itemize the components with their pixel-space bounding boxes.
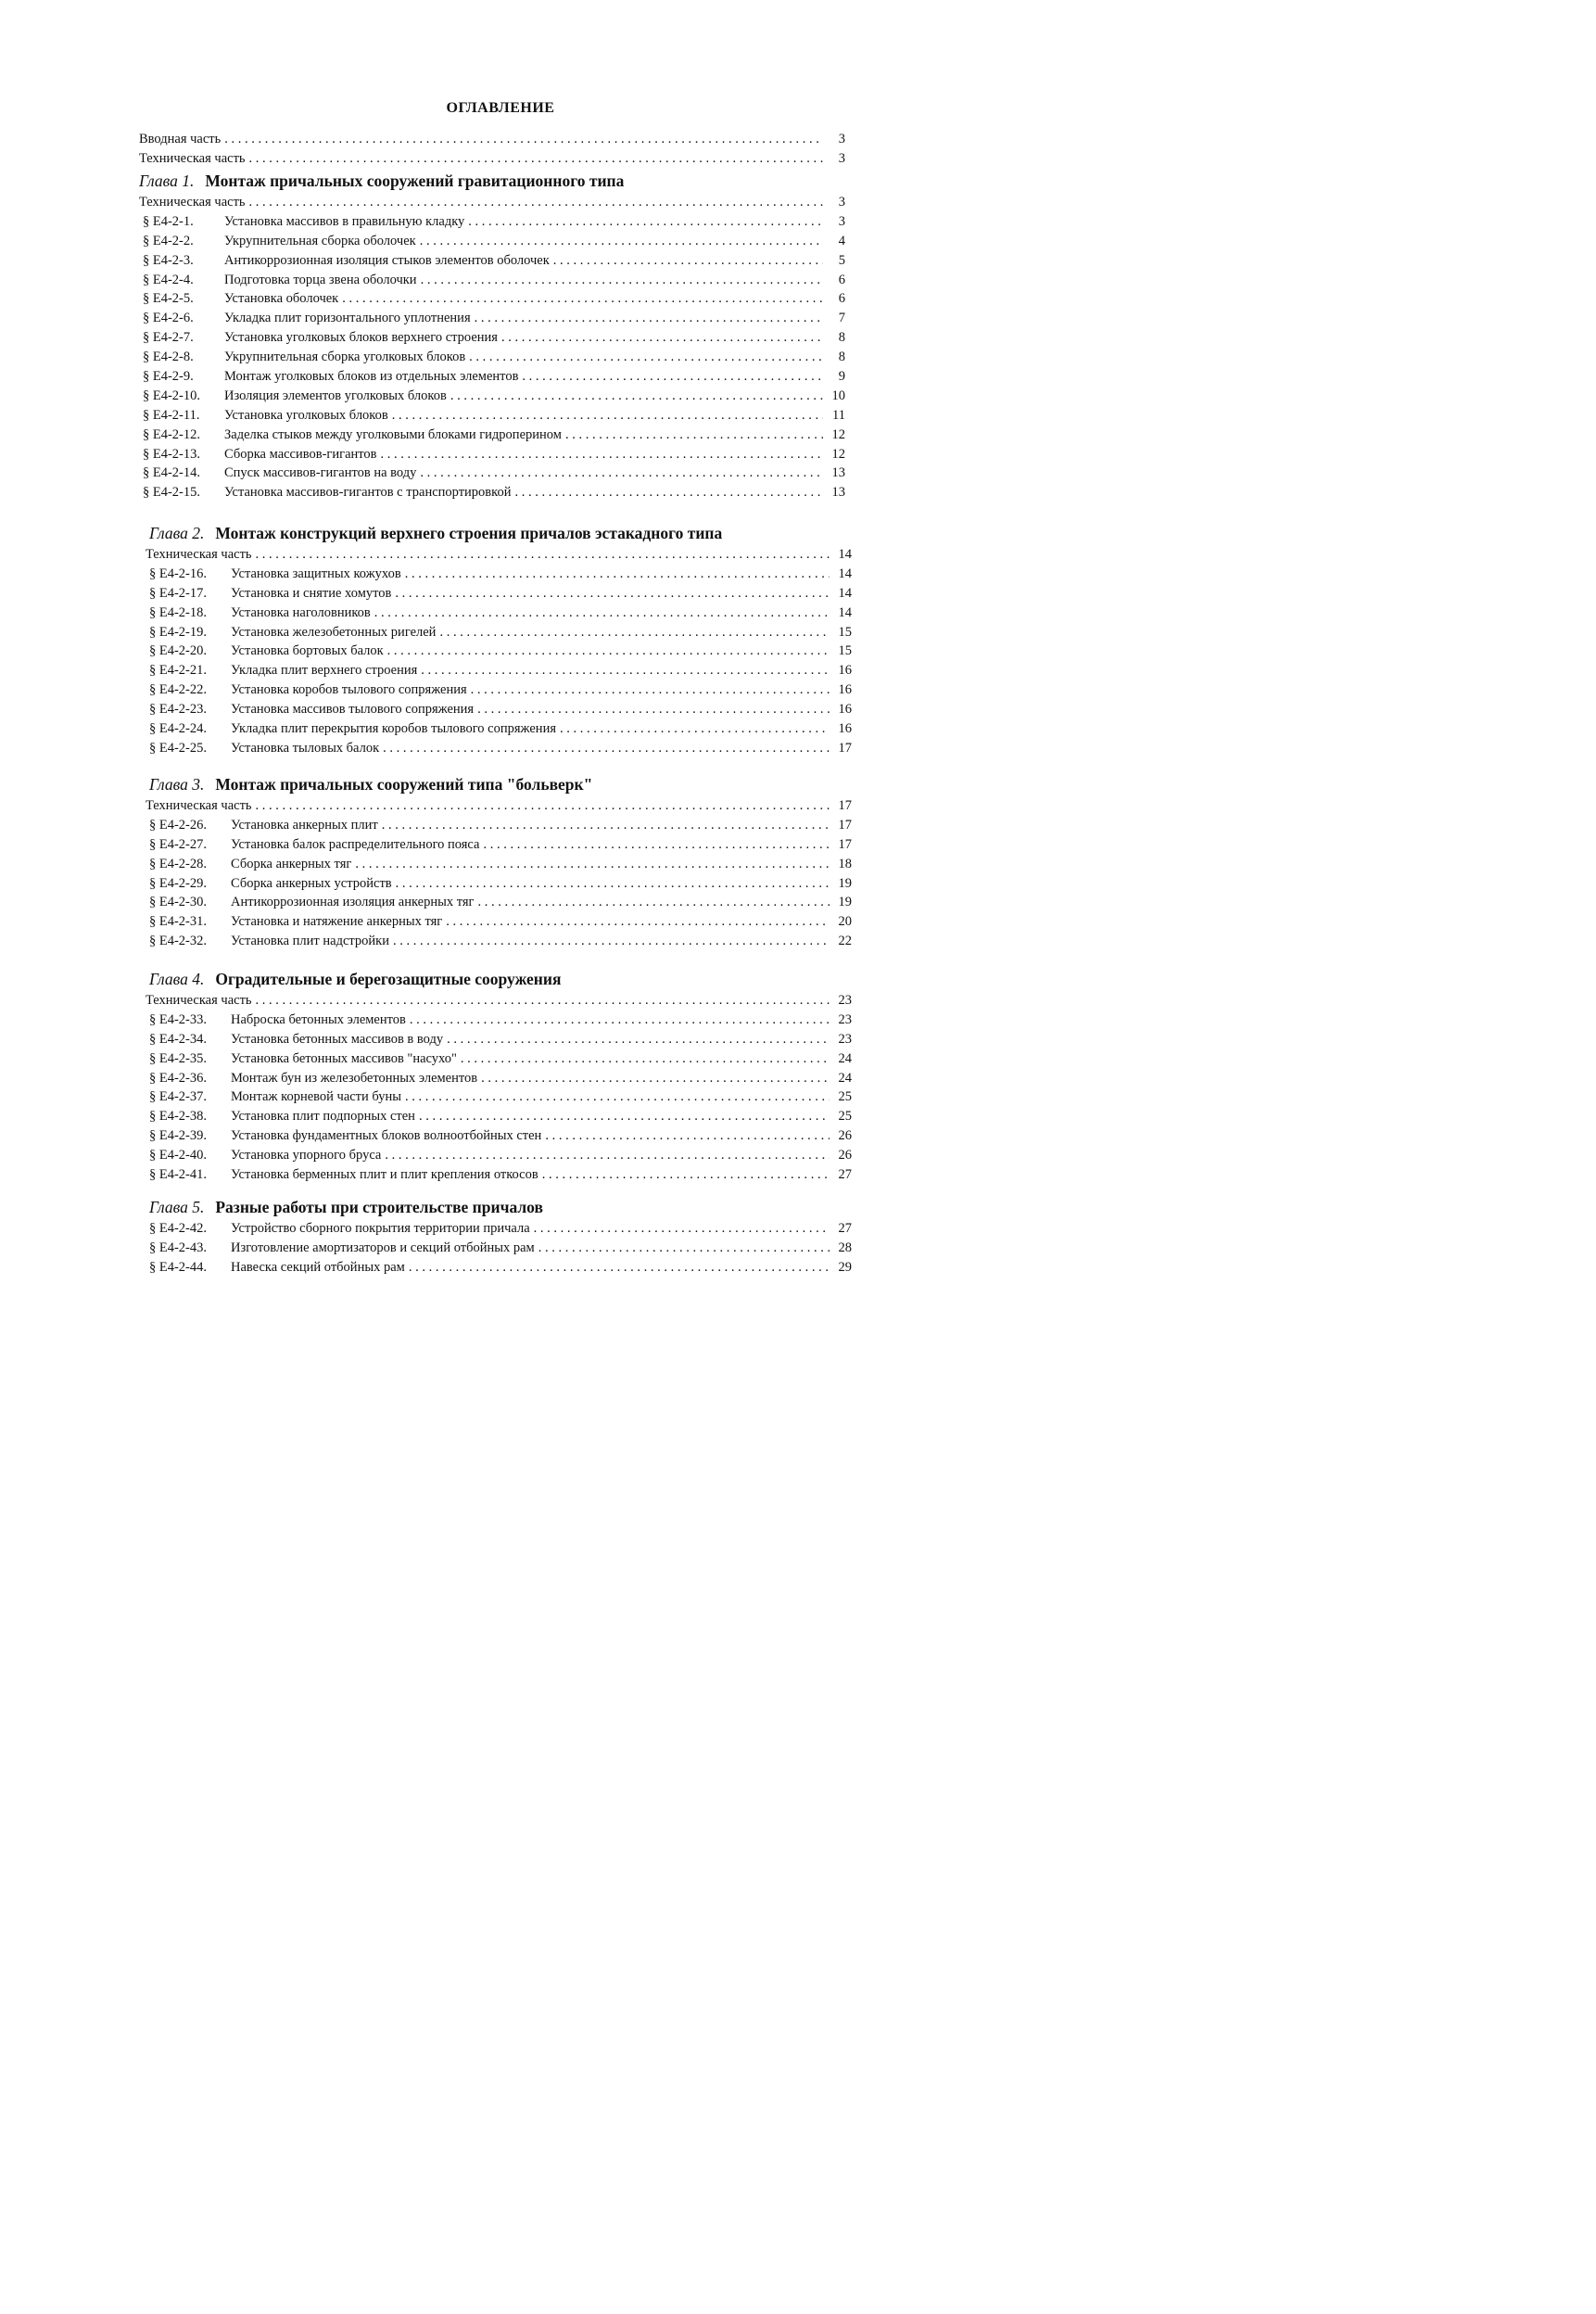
toc-entry-tech-part — [139, 193, 845, 212]
entry-text: Сборка анкерных устройств — [231, 875, 392, 891]
leader-dots — [382, 816, 830, 835]
page-number: 5 — [838, 252, 845, 268]
toc-entry — [146, 1258, 852, 1278]
leader-dots — [471, 680, 830, 700]
chapter-title: Монтаж причальных сооружений типа "больверк" — [215, 775, 593, 794]
leader-dots — [405, 1087, 830, 1107]
leader-dots — [409, 1258, 830, 1278]
toc-entry — [139, 328, 845, 348]
toc-entry — [146, 565, 852, 584]
section-number: § Е4-2-25. — [149, 740, 208, 756]
section-number: § Е4-2-17. — [149, 585, 208, 601]
entry-text: Установка массивов-гигантов с транспортировкой — [224, 485, 512, 501]
leader-dots — [478, 893, 830, 912]
page-number: 10 — [831, 388, 845, 403]
leader-dots — [481, 1069, 830, 1088]
entry-text: Укладка плит горизонтального уплотнения — [224, 311, 471, 326]
toc-entry — [139, 251, 845, 271]
section-number: § Е4-2-20. — [149, 643, 208, 659]
page-number: 28 — [838, 1240, 852, 1255]
entry-text: Антикоррозионная изоляция стыков элементов оболочек — [224, 252, 550, 268]
entry-text: Укладка плит перекрытия коробов тылового сопряжения — [231, 721, 556, 737]
section-number: § Е4-2-10. — [143, 388, 201, 403]
leader-dots — [542, 1165, 830, 1185]
leader-dots — [249, 193, 823, 212]
toc-entry — [146, 642, 852, 661]
entry-text: Установка фундаментных блоков волноотбойных стен — [231, 1128, 542, 1144]
leader-dots — [374, 604, 830, 623]
section-number: § Е4-2-2. — [143, 233, 194, 248]
intro-block — [139, 130, 845, 169]
entry-text: Установка плит надстройки — [231, 934, 389, 949]
toc-entry — [139, 406, 845, 426]
entry-text: Техническая часть — [146, 547, 252, 562]
section-number: § Е4-2-39. — [149, 1128, 208, 1144]
entry-text: Установка плит подпорных стен — [231, 1109, 415, 1125]
page-number: 23 — [838, 1031, 852, 1047]
leader-dots — [256, 545, 830, 565]
leader-dots — [439, 623, 830, 642]
entry-text: Установка массивов тылового сопряжения — [231, 702, 475, 718]
entry-text: Укрупнительная сборка оболочек — [224, 233, 416, 248]
page-number: 25 — [838, 1089, 852, 1105]
section-number: § Е4-2-21. — [149, 663, 208, 679]
entry-text: Навеска секций отбойных рам — [231, 1259, 405, 1275]
leader-dots — [553, 251, 823, 271]
toc-entry — [146, 1219, 852, 1239]
entry-text: Сборка массивов-гигантов — [224, 446, 377, 462]
entry-text: Установка балок распределительного пояса — [231, 836, 480, 852]
leader-dots — [381, 445, 823, 464]
page-number: 19 — [838, 875, 852, 891]
entry-text: Установка анкерных плит — [231, 817, 378, 833]
toc-entry — [146, 835, 852, 855]
toc-entry — [146, 1087, 852, 1107]
section-number: § Е4-2-14. — [143, 465, 201, 481]
page-number: 24 — [838, 1050, 852, 1066]
toc-entry-tech-part — [146, 991, 852, 1011]
leader-dots — [446, 912, 830, 932]
chapter-title: Оградительные и берегозащитные сооружения — [215, 970, 562, 988]
page-number: 23 — [838, 1011, 852, 1027]
entry-text: Монтаж уголковых блоков из отдельных элементов — [224, 369, 519, 385]
section-number: § Е4-2-13. — [143, 446, 201, 462]
page-number: 7 — [838, 311, 845, 326]
chapter-heading — [149, 522, 852, 545]
entry-text: Установка бетонных массивов "насухо" — [231, 1050, 457, 1066]
toc-entry — [146, 700, 852, 719]
leader-dots — [514, 483, 823, 502]
section-number: § Е4-2-15. — [143, 485, 201, 501]
page-number: 15 — [838, 624, 852, 640]
leader-dots — [387, 642, 830, 661]
toc-entry — [139, 426, 845, 445]
section-number: § Е4-2-41. — [149, 1167, 208, 1183]
section-number: § Е4-2-19. — [149, 624, 208, 640]
toc-entry — [146, 874, 852, 894]
toc-entry — [139, 232, 845, 251]
page-number: 3 — [838, 132, 845, 146]
toc-entry — [146, 855, 852, 874]
leader-dots — [538, 1239, 830, 1258]
toc-entry — [146, 816, 852, 835]
toc-entry — [146, 719, 852, 739]
section-number: § Е4-2-37. — [149, 1089, 208, 1105]
page-number: 17 — [838, 740, 852, 756]
page-number: 16 — [838, 682, 852, 698]
toc-entry — [146, 661, 852, 680]
toc-entry — [146, 893, 852, 912]
page-number: 14 — [838, 604, 852, 620]
page-number: 17 — [838, 817, 852, 833]
leader-dots — [560, 719, 830, 739]
leader-dots — [450, 387, 823, 406]
toc-entry — [146, 584, 852, 604]
section-number: § Е4-2-5. — [143, 291, 194, 307]
toc-entry-tech-part — [139, 149, 845, 169]
toc-entry-intro — [139, 130, 845, 149]
document-title: ОГЛАВЛЕНИЕ — [446, 100, 555, 116]
page-number: 27 — [838, 1167, 852, 1183]
toc-entry — [139, 483, 845, 502]
chapter-1-block — [139, 170, 845, 502]
section-number: § Е4-2-40. — [149, 1148, 208, 1163]
section-number: § Е4-2-31. — [149, 914, 208, 930]
leader-dots — [421, 661, 830, 680]
section-number: § Е4-2-36. — [149, 1070, 208, 1086]
chapter-title: Монтаж конструкций верхнего строения причалов эстакадного типа — [215, 524, 723, 542]
page-number: 26 — [838, 1148, 852, 1163]
leader-dots — [224, 130, 823, 149]
section-number: § Е4-2-16. — [149, 566, 208, 581]
toc-entry — [146, 739, 852, 758]
page-number: 8 — [838, 350, 845, 365]
page-number: 3 — [838, 195, 845, 210]
entry-text: Установка наголовников — [231, 604, 371, 620]
leader-dots — [419, 1107, 830, 1126]
toc-entry — [146, 1146, 852, 1165]
entry-text: Изоляция элементов уголковых блоков — [224, 388, 447, 403]
chapter-4-block — [146, 968, 852, 1185]
page-number: 3 — [838, 213, 845, 229]
page-number: 6 — [838, 291, 845, 307]
page-number: 15 — [838, 643, 852, 659]
section-number: § Е4-2-32. — [149, 934, 208, 949]
chapter-heading — [139, 170, 845, 193]
page-number: 29 — [838, 1259, 852, 1275]
page-number: 9 — [838, 369, 845, 385]
chapter-heading — [149, 968, 852, 991]
toc-entry — [146, 912, 852, 932]
leader-dots — [383, 739, 830, 758]
page-number: 25 — [838, 1109, 852, 1125]
toc-entry — [139, 271, 845, 290]
toc-entry — [139, 387, 845, 406]
entry-text: Устройство сборного покрытия территории причала — [231, 1221, 530, 1236]
leader-dots — [393, 932, 830, 951]
page-number: 27 — [838, 1221, 852, 1236]
chapter-title: Разные работы при строительстве причалов — [215, 1198, 543, 1216]
section-number: § Е4-2-9. — [143, 369, 194, 385]
toc-entry — [146, 1030, 852, 1049]
entry-text: Установка бетонных массивов в воду — [231, 1031, 444, 1047]
chapter-label: Глава 1. — [139, 172, 195, 190]
section-number: § Е4-2-7. — [143, 330, 194, 346]
page-number: 16 — [838, 721, 852, 737]
page-number: 12 — [831, 426, 845, 442]
leader-dots — [534, 1219, 830, 1239]
page-number: 18 — [838, 856, 852, 871]
section-number: § Е4-2-35. — [149, 1050, 208, 1066]
section-number: § Е4-2-3. — [143, 252, 194, 268]
entry-text: Укрупнительная сборка уголковых блоков — [224, 350, 466, 365]
page-number: 14 — [838, 585, 852, 601]
leader-dots — [342, 289, 823, 309]
toc-entry — [146, 623, 852, 642]
leader-dots — [355, 855, 830, 874]
section-number: § Е4-2-34. — [149, 1031, 208, 1047]
page-number: 17 — [838, 836, 852, 852]
entry-text: Подготовка торца звена оболочки — [224, 272, 417, 287]
leader-dots — [522, 367, 823, 387]
chapter-heading — [149, 1196, 852, 1219]
leader-dots — [396, 874, 830, 894]
leader-dots — [256, 991, 830, 1011]
section-number: § Е4-2-4. — [143, 272, 194, 287]
chapter-label: Глава 5. — [149, 1198, 205, 1216]
leader-dots — [421, 271, 823, 290]
toc-entry — [146, 932, 852, 951]
page-number: 13 — [831, 485, 845, 501]
entry-text: Установка уголковых блоков — [224, 407, 388, 423]
entry-text: Спуск массивов-гигантов на воду — [224, 465, 417, 481]
section-number: § Е4-2-1. — [143, 213, 194, 229]
toc-entry — [146, 1239, 852, 1258]
leader-dots — [385, 1146, 830, 1165]
page-number: 20 — [838, 914, 852, 930]
entry-text: Установка упорного бруса — [231, 1148, 382, 1163]
chapter-title: Монтаж причальных сооружений гравитационного типа — [205, 172, 625, 190]
leader-dots — [545, 1126, 830, 1146]
toc-entry-tech-part — [146, 545, 852, 565]
leader-dots — [405, 565, 830, 584]
toc-entry — [146, 1069, 852, 1088]
leader-dots — [565, 426, 823, 445]
entry-text: Установка уголковых блоков верхнего строения — [224, 330, 498, 346]
toc-entry — [139, 212, 845, 232]
toc-entry-tech-part — [146, 796, 852, 816]
entry-text: Монтаж корневой части буны — [231, 1089, 401, 1105]
leader-dots — [395, 584, 830, 604]
leader-dots — [469, 348, 823, 367]
leader-dots — [392, 406, 823, 426]
leader-dots — [461, 1049, 830, 1069]
page-number: 6 — [838, 272, 845, 287]
toc-entry — [146, 1165, 852, 1185]
section-number: § Е4-2-18. — [149, 604, 208, 620]
section-number: § Е4-2-26. — [149, 817, 208, 833]
section-number: § Е4-2-8. — [143, 350, 194, 365]
section-number: § Е4-2-38. — [149, 1109, 208, 1125]
entry-text: Техническая часть — [139, 150, 246, 166]
toc-entry — [146, 1107, 852, 1126]
section-number: § Е4-2-23. — [149, 702, 208, 718]
entry-text: Установка оболочек — [224, 291, 339, 307]
entry-text: Сборка анкерных тяг — [231, 856, 352, 871]
entry-text: Антикоррозионная изоляция анкерных тяг — [231, 895, 475, 910]
leader-dots — [410, 1011, 830, 1030]
toc-page — [0, 0, 1001, 1451]
toc-entry — [146, 1049, 852, 1069]
toc-entry — [139, 445, 845, 464]
page-number: 11 — [832, 407, 845, 423]
section-number: § Е4-2-33. — [149, 1011, 208, 1027]
section-number: § Е4-2-22. — [149, 682, 208, 698]
chapter-label: Глава 2. — [149, 524, 205, 542]
page-number: 24 — [838, 1070, 852, 1086]
page-number: 22 — [838, 934, 852, 949]
chapter-3-block — [146, 773, 852, 951]
entry-text: Техническая часть — [146, 798, 252, 813]
chapter-5-block — [146, 1196, 852, 1278]
chapter-2-block — [146, 522, 852, 758]
leader-dots — [468, 212, 823, 232]
entry-text: Техническая часть — [139, 195, 246, 210]
page-number: 26 — [838, 1128, 852, 1144]
toc-entry — [139, 289, 845, 309]
page-number: 14 — [838, 547, 852, 562]
entry-text: Установка массивов в правильную кладку — [224, 213, 465, 229]
toc-entry — [146, 604, 852, 623]
leader-dots — [501, 328, 823, 348]
page-number: 16 — [838, 702, 852, 718]
section-number: § Е4-2-27. — [149, 836, 208, 852]
page-number: 13 — [831, 465, 845, 481]
leader-dots — [420, 232, 823, 251]
leader-dots — [420, 464, 823, 483]
entry-text: Установка железобетонных ригелей — [231, 624, 437, 640]
chapter-label: Глава 3. — [149, 775, 205, 794]
section-number: § Е4-2-30. — [149, 895, 208, 910]
page-number: 23 — [838, 993, 852, 1008]
entry-text: Установка коробов тылового сопряжения — [231, 682, 467, 698]
leader-dots — [483, 835, 830, 855]
section-number: § Е4-2-44. — [149, 1259, 208, 1275]
section-number: § Е4-2-24. — [149, 721, 208, 737]
entry-text: Техническая часть — [146, 993, 252, 1008]
toc-entry — [139, 464, 845, 483]
leader-dots — [477, 700, 830, 719]
section-number: § Е4-2-29. — [149, 875, 208, 891]
entry-text: Вводная часть — [139, 132, 222, 146]
leader-dots — [447, 1030, 830, 1049]
toc-entry — [146, 1126, 852, 1146]
toc-entry — [139, 367, 845, 387]
entry-text: Установка бортовых балок — [231, 643, 384, 659]
entry-text: Установка и натяжение анкерных тяг — [231, 914, 443, 930]
page-number: 12 — [831, 446, 845, 462]
leader-dots — [475, 309, 823, 328]
page-number: 14 — [838, 566, 852, 581]
entry-text: Наброска бетонных элементов — [231, 1011, 406, 1027]
page-number: 8 — [838, 330, 845, 346]
entry-text: Укладка плит верхнего строения — [231, 663, 418, 679]
page-number: 4 — [838, 233, 845, 248]
toc-entry — [146, 680, 852, 700]
page-number: 17 — [838, 798, 852, 813]
toc-entry — [146, 1011, 852, 1030]
leader-dots — [256, 796, 830, 816]
leader-dots — [249, 149, 823, 169]
chapter-label: Глава 4. — [149, 970, 205, 988]
page-number: 16 — [838, 663, 852, 679]
entry-text: Монтаж бун из железобетонных элементов — [231, 1070, 478, 1086]
toc-entry — [139, 309, 845, 328]
toc-entry — [139, 348, 845, 367]
entry-text: Установка и снятие хомутов — [231, 585, 392, 601]
page-number: 19 — [838, 895, 852, 910]
section-number: § Е4-2-11. — [143, 407, 200, 423]
section-number: § Е4-2-42. — [149, 1221, 208, 1236]
entry-text: Установка тыловых балок — [231, 740, 380, 756]
section-number: § Е4-2-28. — [149, 856, 208, 871]
section-number: § Е4-2-12. — [143, 426, 201, 442]
section-number: § Е4-2-43. — [149, 1240, 208, 1255]
chapter-heading — [149, 773, 852, 796]
page-number: 3 — [838, 150, 845, 166]
entry-text: Установка берменных плит и плит крепления откосов — [231, 1167, 538, 1183]
section-number: § Е4-2-6. — [143, 311, 194, 326]
entry-text: Заделка стыков между уголковыми блоками гидроперином — [224, 426, 562, 442]
entry-text: Изготовление амортизаторов и секций отбойных рам — [231, 1240, 535, 1255]
entry-text: Установка защитных кожухов — [231, 566, 401, 581]
